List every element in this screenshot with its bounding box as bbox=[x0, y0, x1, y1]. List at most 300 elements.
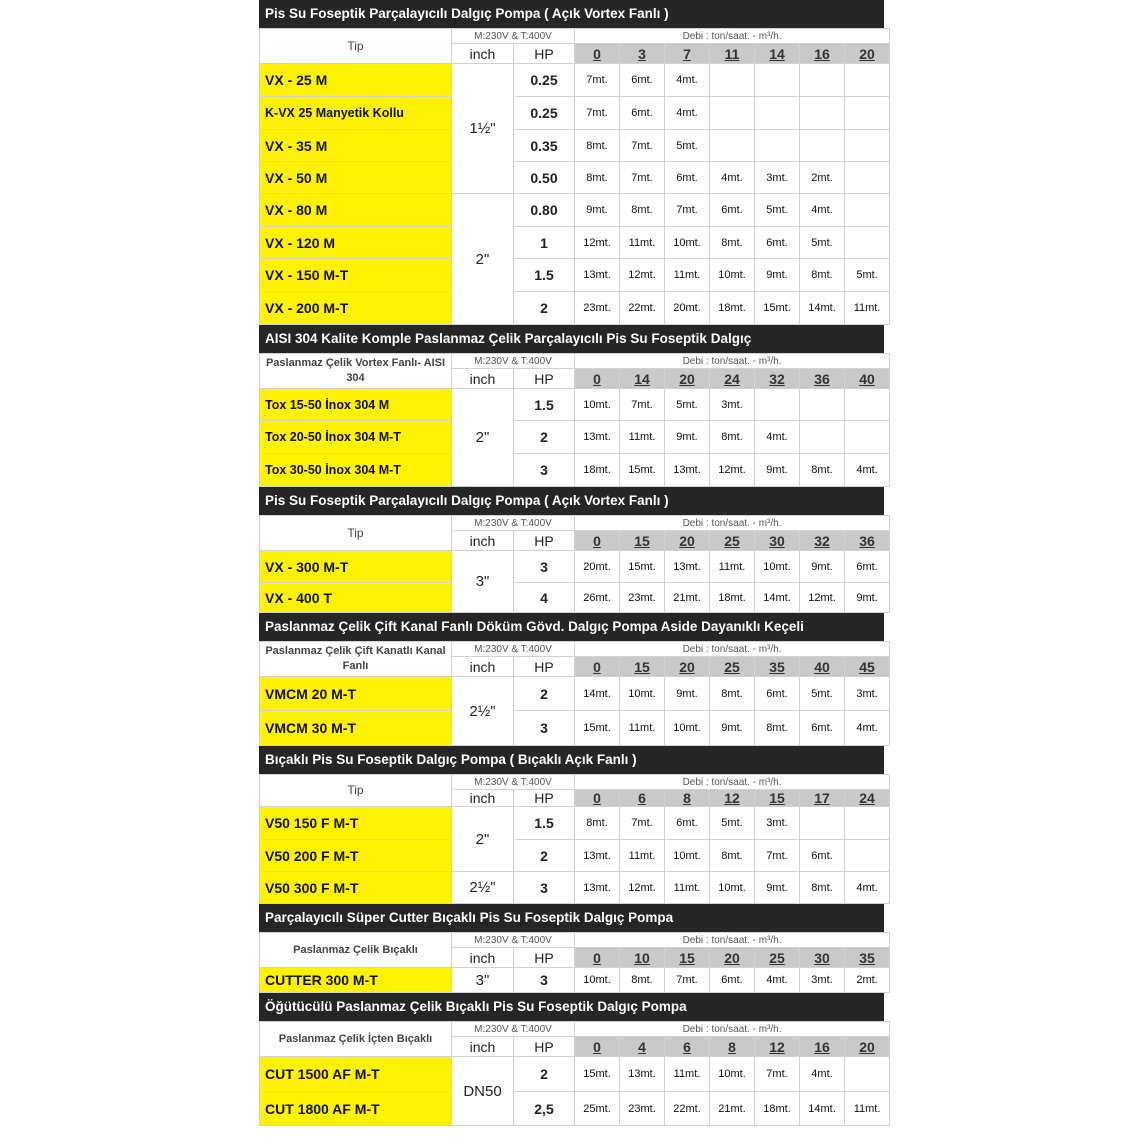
head-value bbox=[845, 64, 890, 97]
pump-table bbox=[259, 1021, 890, 1126]
pump-table bbox=[259, 641, 890, 746]
pump-section bbox=[259, 487, 884, 613]
pipe-size: 3" bbox=[452, 968, 514, 993]
inch-header: inch bbox=[452, 369, 514, 389]
flow-value-header: 35 bbox=[755, 657, 800, 677]
inch-header: inch bbox=[452, 948, 514, 968]
head-value: 10mt. bbox=[665, 840, 710, 872]
head-value: 9mt. bbox=[575, 194, 620, 227]
flow-value-header: 36 bbox=[845, 531, 890, 551]
head-value: 14mt. bbox=[800, 1092, 845, 1126]
head-value: 6mt. bbox=[845, 551, 890, 583]
head-value: 9mt. bbox=[755, 454, 800, 487]
table-row bbox=[260, 130, 890, 162]
horsepower: 3 bbox=[514, 551, 575, 583]
head-value: 8mt. bbox=[575, 162, 620, 194]
head-value: 12mt. bbox=[620, 259, 665, 292]
pipe-size: 2" bbox=[452, 389, 514, 487]
head-value: 10mt. bbox=[665, 227, 710, 259]
head-value: 7mt. bbox=[665, 194, 710, 227]
head-value: 9mt. bbox=[800, 551, 845, 583]
voltage-header: M:230V & T:400V bbox=[452, 933, 575, 948]
head-value: 7mt. bbox=[575, 97, 620, 130]
table-row bbox=[260, 1057, 890, 1092]
section-title: Pis Su Foseptik Parçalayıcılı Dalgıç Pompa ( Açık Vortex Fanlı ) bbox=[259, 0, 884, 28]
head-value bbox=[845, 840, 890, 872]
flow-value-header: 12 bbox=[755, 1037, 800, 1057]
tip-header: Tip bbox=[260, 516, 452, 551]
horsepower: 1.5 bbox=[514, 389, 575, 421]
head-value: 6mt. bbox=[710, 968, 755, 993]
flow-value-header: 0 bbox=[575, 44, 620, 64]
head-value: 13mt. bbox=[575, 421, 620, 454]
head-value: 18mt. bbox=[575, 454, 620, 487]
head-value: 3mt. bbox=[755, 807, 800, 840]
head-value: 15mt. bbox=[620, 551, 665, 583]
head-value: 4mt. bbox=[755, 421, 800, 454]
head-value: 8mt. bbox=[710, 227, 755, 259]
model-name: VX - 300 M-T bbox=[260, 551, 452, 583]
head-value: 11mt. bbox=[845, 292, 890, 325]
head-value: 8mt. bbox=[575, 807, 620, 840]
table-row bbox=[260, 389, 890, 421]
head-value: 20mt. bbox=[575, 551, 620, 583]
head-value: 9mt. bbox=[755, 872, 800, 904]
horsepower: 3 bbox=[514, 711, 575, 746]
head-value bbox=[755, 64, 800, 97]
head-value: 7mt. bbox=[575, 64, 620, 97]
model-name: Tox 20-50 İnox 304 M-T bbox=[260, 421, 452, 454]
table-row bbox=[260, 711, 890, 746]
inch-header: inch bbox=[452, 531, 514, 551]
head-value: 4mt. bbox=[845, 711, 890, 746]
table-header-row bbox=[260, 516, 890, 531]
pump-section bbox=[259, 904, 884, 993]
head-value bbox=[800, 421, 845, 454]
flow-value-header: 16 bbox=[800, 1037, 845, 1057]
head-value: 12mt. bbox=[620, 872, 665, 904]
flow-rate-header: Debi : ton/saat. - m³/h. bbox=[575, 933, 890, 948]
head-value bbox=[800, 64, 845, 97]
horsepower: 3 bbox=[514, 872, 575, 904]
flow-rate-header: Debi : ton/saat. - m³/h. bbox=[575, 775, 890, 790]
head-value: 10mt. bbox=[710, 259, 755, 292]
pump-table bbox=[259, 28, 890, 325]
pump-section bbox=[259, 993, 884, 1126]
hp-header: HP bbox=[514, 369, 575, 389]
tip-header: Tip bbox=[260, 775, 452, 807]
head-value: 5mt. bbox=[665, 130, 710, 162]
table-header-row bbox=[260, 29, 890, 44]
pipe-size: DN50 bbox=[452, 1057, 514, 1126]
model-name: K-VX 25 Manyetik Kollu bbox=[260, 97, 452, 130]
head-value: 3mt. bbox=[710, 389, 755, 421]
head-value: 7mt. bbox=[755, 1057, 800, 1092]
hp-header: HP bbox=[514, 790, 575, 807]
head-value: 5mt. bbox=[800, 227, 845, 259]
flow-value-header: 20 bbox=[845, 44, 890, 64]
horsepower: 1.5 bbox=[514, 807, 575, 840]
model-name: Tox 30-50 İnox 304 M-T bbox=[260, 454, 452, 487]
table-header-row bbox=[260, 1022, 890, 1037]
head-value: 9mt. bbox=[710, 711, 755, 746]
horsepower: 2 bbox=[514, 1057, 575, 1092]
head-value bbox=[755, 130, 800, 162]
head-value: 26mt. bbox=[575, 583, 620, 613]
flow-rate-header: Debi : ton/saat. - m³/h. bbox=[575, 354, 890, 369]
horsepower: 2,5 bbox=[514, 1092, 575, 1126]
head-value: 13mt. bbox=[665, 551, 710, 583]
table-row bbox=[260, 551, 890, 583]
section-title: Paslanmaz Çelik Çift Kanal Fanlı Döküm Gövd. Dalgıç Pompa Aside Dayanıklı Keçeli bbox=[259, 613, 884, 641]
horsepower: 0.25 bbox=[514, 64, 575, 97]
head-value: 7mt. bbox=[620, 162, 665, 194]
table-row bbox=[260, 677, 890, 711]
model-name: VX - 120 M bbox=[260, 227, 452, 259]
voltage-header: M:230V & T:400V bbox=[452, 775, 575, 790]
table-row bbox=[260, 421, 890, 454]
table-row bbox=[260, 259, 890, 292]
horsepower: 2 bbox=[514, 677, 575, 711]
head-value: 6mt. bbox=[620, 97, 665, 130]
head-value: 6mt. bbox=[665, 162, 710, 194]
pump-price-sheet bbox=[259, 0, 884, 1126]
hp-header: HP bbox=[514, 657, 575, 677]
pump-section bbox=[259, 325, 884, 487]
flow-value-header: 25 bbox=[755, 948, 800, 968]
model-name: VX - 150 M-T bbox=[260, 259, 452, 292]
head-value: 13mt. bbox=[620, 1057, 665, 1092]
flow-rate-header: Debi : ton/saat. - m³/h. bbox=[575, 1022, 890, 1037]
pipe-size: 2½" bbox=[452, 872, 514, 904]
head-value: 21mt. bbox=[665, 583, 710, 613]
head-value: 18mt. bbox=[755, 1092, 800, 1126]
head-value: 13mt. bbox=[575, 840, 620, 872]
head-value bbox=[845, 389, 890, 421]
head-value: 10mt. bbox=[665, 711, 710, 746]
head-value bbox=[845, 807, 890, 840]
model-name: V50 150 F M-T bbox=[260, 807, 452, 840]
flow-value-header: 45 bbox=[845, 657, 890, 677]
horsepower: 0.80 bbox=[514, 194, 575, 227]
head-value: 15mt. bbox=[755, 292, 800, 325]
head-value: 11mt. bbox=[845, 1092, 890, 1126]
head-value: 4mt. bbox=[755, 968, 800, 993]
head-value: 11mt. bbox=[665, 1057, 710, 1092]
head-value bbox=[710, 130, 755, 162]
head-value: 10mt. bbox=[710, 1057, 755, 1092]
flow-value-header: 30 bbox=[800, 948, 845, 968]
section-title: Parçalayıcılı Süper Cutter Bıçaklı Pis Su Foseptik Dalgıç Pompa bbox=[259, 904, 884, 932]
pump-table bbox=[259, 353, 890, 487]
flow-rate-header: Debi : ton/saat. - m³/h. bbox=[575, 516, 890, 531]
table-row bbox=[260, 583, 890, 613]
flow-value-header: 8 bbox=[665, 790, 710, 807]
head-value bbox=[800, 807, 845, 840]
horsepower: 0.50 bbox=[514, 162, 575, 194]
head-value bbox=[800, 389, 845, 421]
flow-value-header: 4 bbox=[620, 1037, 665, 1057]
head-value: 9mt. bbox=[755, 259, 800, 292]
flow-value-header: 0 bbox=[575, 657, 620, 677]
head-value: 5mt. bbox=[845, 259, 890, 292]
head-value: 13mt. bbox=[575, 259, 620, 292]
pipe-size: 2" bbox=[452, 807, 514, 872]
flow-value-header: 20 bbox=[665, 531, 710, 551]
head-value: 4mt. bbox=[800, 194, 845, 227]
head-value: 8mt. bbox=[710, 840, 755, 872]
flow-rate-header: Debi : ton/saat. - m³/h. bbox=[575, 29, 890, 44]
head-value: 23mt. bbox=[575, 292, 620, 325]
pump-section bbox=[259, 746, 884, 904]
model-name: VMCM 30 M-T bbox=[260, 711, 452, 746]
table-row bbox=[260, 227, 890, 259]
head-value: 4mt. bbox=[710, 162, 755, 194]
flow-value-header: 0 bbox=[575, 790, 620, 807]
head-value: 11mt. bbox=[620, 840, 665, 872]
head-value: 20mt. bbox=[665, 292, 710, 325]
head-value: 23mt. bbox=[620, 583, 665, 613]
head-value: 10mt. bbox=[710, 872, 755, 904]
horsepower: 3 bbox=[514, 454, 575, 487]
head-value: 14mt. bbox=[755, 583, 800, 613]
flow-value-header: 36 bbox=[800, 369, 845, 389]
model-name: VX - 400 T bbox=[260, 583, 452, 613]
head-value bbox=[800, 130, 845, 162]
tip-header: Paslanmaz Çelik Bıçaklı bbox=[260, 933, 452, 968]
flow-value-header: 14 bbox=[755, 44, 800, 64]
head-value: 4mt. bbox=[845, 454, 890, 487]
head-value: 12mt. bbox=[800, 583, 845, 613]
flow-value-header: 0 bbox=[575, 369, 620, 389]
head-value: 8mt. bbox=[710, 421, 755, 454]
table-row bbox=[260, 292, 890, 325]
head-value: 4mt. bbox=[665, 64, 710, 97]
horsepower: 0.35 bbox=[514, 130, 575, 162]
head-value bbox=[755, 389, 800, 421]
model-name: Tox 15-50 İnox 304 M bbox=[260, 389, 452, 421]
model-name: VMCM 20 M-T bbox=[260, 677, 452, 711]
head-value: 18mt. bbox=[710, 292, 755, 325]
hp-header: HP bbox=[514, 531, 575, 551]
head-value: 25mt. bbox=[575, 1092, 620, 1126]
head-value: 8mt. bbox=[755, 711, 800, 746]
flow-value-header: 32 bbox=[800, 531, 845, 551]
head-value: 15mt. bbox=[620, 454, 665, 487]
head-value: 13mt. bbox=[575, 872, 620, 904]
pipe-size: 2½" bbox=[452, 677, 514, 746]
pump-section bbox=[259, 0, 884, 325]
head-value bbox=[710, 97, 755, 130]
head-value: 8mt. bbox=[710, 677, 755, 711]
horsepower: 2 bbox=[514, 421, 575, 454]
head-value: 6mt. bbox=[800, 840, 845, 872]
head-value: 4mt. bbox=[800, 1057, 845, 1092]
flow-value-header: 30 bbox=[755, 531, 800, 551]
flow-value-header: 6 bbox=[665, 1037, 710, 1057]
head-value bbox=[845, 1057, 890, 1092]
head-value: 3mt. bbox=[800, 968, 845, 993]
pump-section bbox=[259, 613, 884, 746]
table-row bbox=[260, 64, 890, 97]
section-title: Pis Su Foseptik Parçalayıcılı Dalgıç Pompa ( Açık Vortex Fanlı ) bbox=[259, 487, 884, 515]
head-value: 6mt. bbox=[755, 677, 800, 711]
pipe-size: 1½" bbox=[452, 64, 514, 194]
model-name: CUTTER 300 M-T bbox=[260, 968, 452, 993]
section-title: AISI 304 Kalite Komple Paslanmaz Çelik Parçalayıcılı Pis Su Foseptik Dalgıç bbox=[259, 325, 884, 353]
head-value: 23mt. bbox=[620, 1092, 665, 1126]
voltage-header: M:230V & T:400V bbox=[452, 29, 575, 44]
table-row bbox=[260, 454, 890, 487]
head-value: 12mt. bbox=[575, 227, 620, 259]
horsepower: 1 bbox=[514, 227, 575, 259]
table-row bbox=[260, 968, 890, 993]
head-value: 2mt. bbox=[845, 968, 890, 993]
head-value bbox=[845, 227, 890, 259]
model-name: VX - 25 M bbox=[260, 64, 452, 97]
pipe-size: 3" bbox=[452, 551, 514, 613]
flow-value-header: 40 bbox=[800, 657, 845, 677]
model-name: V50 200 F M-T bbox=[260, 840, 452, 872]
section-title: Bıçaklı Pis Su Foseptik Dalgıç Pompa ( Bıçaklı Açık Fanlı ) bbox=[259, 746, 884, 774]
head-value: 6mt. bbox=[620, 64, 665, 97]
head-value: 8mt. bbox=[800, 454, 845, 487]
flow-value-header: 40 bbox=[845, 369, 890, 389]
head-value: 7mt. bbox=[620, 807, 665, 840]
pump-table bbox=[259, 932, 890, 993]
horsepower: 2 bbox=[514, 292, 575, 325]
hp-header: HP bbox=[514, 44, 575, 64]
table-row bbox=[260, 162, 890, 194]
head-value: 5mt. bbox=[755, 194, 800, 227]
head-value: 12mt. bbox=[710, 454, 755, 487]
head-value: 11mt. bbox=[710, 551, 755, 583]
head-value: 6mt. bbox=[710, 194, 755, 227]
flow-value-header: 35 bbox=[845, 948, 890, 968]
flow-rate-header: Debi : ton/saat. - m³/h. bbox=[575, 642, 890, 657]
voltage-header: M:230V & T:400V bbox=[452, 516, 575, 531]
flow-value-header: 3 bbox=[620, 44, 665, 64]
tip-header: Paslanmaz Çelik İçten Bıçaklı bbox=[260, 1022, 452, 1057]
head-value: 7mt. bbox=[620, 130, 665, 162]
head-value: 15mt. bbox=[575, 711, 620, 746]
table-row bbox=[260, 840, 890, 872]
flow-value-header: 32 bbox=[755, 369, 800, 389]
flow-value-header: 0 bbox=[575, 948, 620, 968]
head-value: 6mt. bbox=[755, 227, 800, 259]
head-value bbox=[845, 194, 890, 227]
head-value bbox=[845, 97, 890, 130]
head-value bbox=[845, 162, 890, 194]
model-name: VX - 200 M-T bbox=[260, 292, 452, 325]
head-value: 8mt. bbox=[620, 968, 665, 993]
flow-value-header: 10 bbox=[620, 948, 665, 968]
head-value: 8mt. bbox=[620, 194, 665, 227]
model-name: VX - 80 M bbox=[260, 194, 452, 227]
model-name: VX - 35 M bbox=[260, 130, 452, 162]
head-value: 6mt. bbox=[800, 711, 845, 746]
horsepower: 1.5 bbox=[514, 259, 575, 292]
pump-table bbox=[259, 774, 890, 904]
head-value: 10mt. bbox=[575, 389, 620, 421]
tip-header: Tip bbox=[260, 29, 452, 64]
pipe-size: 2" bbox=[452, 194, 514, 325]
head-value: 11mt. bbox=[620, 711, 665, 746]
head-value: 3mt. bbox=[845, 677, 890, 711]
flow-value-header: 7 bbox=[665, 44, 710, 64]
head-value: 9mt. bbox=[665, 421, 710, 454]
flow-value-header: 17 bbox=[800, 790, 845, 807]
voltage-header: M:230V & T:400V bbox=[452, 1022, 575, 1037]
inch-header: inch bbox=[452, 657, 514, 677]
head-value: 14mt. bbox=[800, 292, 845, 325]
head-value: 3mt. bbox=[755, 162, 800, 194]
inch-header: inch bbox=[452, 44, 514, 64]
horsepower: 2 bbox=[514, 840, 575, 872]
table-header-row bbox=[260, 933, 890, 948]
flow-value-header: 20 bbox=[665, 369, 710, 389]
model-name: CUT 1500 AF M-T bbox=[260, 1057, 452, 1092]
head-value: 5mt. bbox=[800, 677, 845, 711]
hp-header: HP bbox=[514, 948, 575, 968]
voltage-header: M:230V & T:400V bbox=[452, 354, 575, 369]
head-value: 11mt. bbox=[665, 259, 710, 292]
table-row bbox=[260, 97, 890, 130]
head-value: 8mt. bbox=[800, 872, 845, 904]
flow-value-header: 25 bbox=[710, 531, 755, 551]
head-value: 9mt. bbox=[845, 583, 890, 613]
tip-header: Paslanmaz Çelik Çift Kanatlı Kanal Fanlı bbox=[260, 642, 452, 677]
head-value: 15mt. bbox=[575, 1057, 620, 1092]
head-value: 22mt. bbox=[620, 292, 665, 325]
model-name: VX - 50 M bbox=[260, 162, 452, 194]
head-value: 9mt. bbox=[665, 677, 710, 711]
flow-value-header: 20 bbox=[845, 1037, 890, 1057]
head-value: 4mt. bbox=[845, 872, 890, 904]
flow-value-header: 8 bbox=[710, 1037, 755, 1057]
head-value bbox=[800, 97, 845, 130]
table-row bbox=[260, 1092, 890, 1126]
flow-value-header: 11 bbox=[710, 44, 755, 64]
head-value bbox=[755, 97, 800, 130]
head-value bbox=[845, 421, 890, 454]
head-value: 11mt. bbox=[620, 421, 665, 454]
flow-value-header: 15 bbox=[620, 657, 665, 677]
table-header-row bbox=[260, 775, 890, 790]
head-value: 22mt. bbox=[665, 1092, 710, 1126]
flow-value-header: 12 bbox=[710, 790, 755, 807]
flow-value-header: 16 bbox=[800, 44, 845, 64]
tip-header: Paslanmaz Çelik Vortex Fanlı- AISI 304 bbox=[260, 354, 452, 389]
section-title: Öğütücülü Paslanmaz Çelik Bıçaklı Pis Su Foseptik Dalgıç Pompa bbox=[259, 993, 884, 1021]
flow-value-header: 15 bbox=[755, 790, 800, 807]
voltage-header: M:230V & T:400V bbox=[452, 642, 575, 657]
flow-value-header: 20 bbox=[710, 948, 755, 968]
head-value: 7mt. bbox=[620, 389, 665, 421]
flow-value-header: 0 bbox=[575, 1037, 620, 1057]
head-value: 10mt. bbox=[620, 677, 665, 711]
model-name: CUT 1800 AF M-T bbox=[260, 1092, 452, 1126]
flow-value-header: 6 bbox=[620, 790, 665, 807]
head-value: 4mt. bbox=[665, 97, 710, 130]
flow-value-header: 14 bbox=[620, 369, 665, 389]
head-value: 8mt. bbox=[575, 130, 620, 162]
flow-value-header: 0 bbox=[575, 531, 620, 551]
head-value: 13mt. bbox=[665, 454, 710, 487]
flow-value-header: 24 bbox=[845, 790, 890, 807]
inch-header: inch bbox=[452, 790, 514, 807]
head-value: 2mt. bbox=[800, 162, 845, 194]
